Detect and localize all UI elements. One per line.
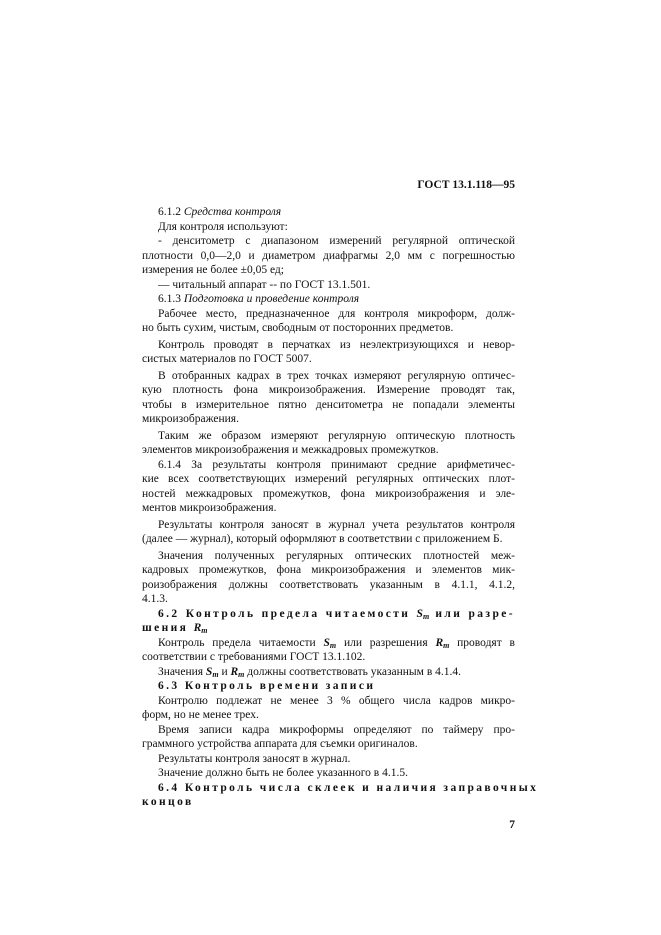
text-run: 4.1.3.	[142, 593, 168, 605]
text-run: ностей межкадровых промежутков, фона микроизображения и эле-	[142, 487, 515, 500]
text-run: систых материалов по ГОСТ 5007.	[142, 353, 312, 365]
text-run: граммного устройства аппарата для съемки оригиналов.	[142, 738, 418, 750]
text-run: кадровых промежутков, фона микроизображения и элементов мик-	[142, 564, 515, 576]
document-body	[142, 205, 539, 810]
text-run: чтобы в измерительное пятно денситометра не попадали элементы	[142, 398, 515, 411]
text-line	[142, 321, 515, 336]
text-run: должны соответствовать указанным в 4.1.4.	[244, 665, 461, 678]
variable-subscript: m	[443, 640, 450, 650]
text-line	[142, 752, 515, 767]
text-line	[142, 781, 539, 796]
text-run: Контролю подлежат не менее 3 % общего числа кадров микро-	[158, 694, 515, 707]
text-run: или разре-	[429, 607, 515, 620]
text-line	[142, 220, 515, 235]
text-line	[142, 737, 515, 752]
paragraph	[142, 205, 515, 220]
variable-symbol: S	[416, 607, 423, 620]
variable-subscript: m	[329, 640, 337, 650]
subsection-title: Средства контроля	[183, 206, 282, 218]
paragraph	[142, 549, 515, 607]
text-line	[142, 501, 515, 516]
text-run: Значение должно быть не более указанного в 4.1.5.	[158, 767, 408, 779]
text-run: соответствии с требованиями ГОСТ 13.1.102.	[142, 651, 366, 663]
text-run: Результаты контроля заносят в журнал учета результатов контроля	[158, 518, 515, 531]
paragraph	[142, 369, 515, 427]
text-line	[142, 412, 515, 427]
text-line	[142, 636, 515, 651]
text-run: Контроль предела читаемости	[158, 636, 324, 649]
paragraph	[142, 429, 515, 458]
variable-subscript: m	[422, 611, 430, 621]
variable-subscript: m	[201, 626, 208, 635]
paragraph	[142, 234, 515, 278]
text-line	[142, 205, 515, 220]
text-run: 6.1.3	[158, 293, 184, 305]
text-line	[142, 443, 515, 458]
text-run: шения	[142, 622, 194, 634]
text-line	[142, 694, 515, 709]
variable-symbol: S	[323, 636, 330, 649]
variable	[417, 608, 430, 620]
variable-subscript: m	[212, 669, 219, 679]
section-heading	[142, 781, 539, 810]
text-line	[142, 723, 515, 738]
paragraph	[142, 766, 515, 781]
variable-symbol: S	[205, 665, 213, 678]
text-line	[142, 708, 515, 723]
paragraph	[142, 694, 515, 723]
text-line	[142, 278, 515, 293]
variable	[194, 622, 208, 634]
section-heading	[142, 607, 515, 636]
text-run: 6.2 Контроль предела читаемости	[158, 607, 417, 620]
text-line	[142, 249, 515, 264]
variable-subscript: m	[238, 669, 245, 679]
paragraph	[142, 636, 515, 665]
text-line	[142, 532, 515, 547]
text-run: измерения не более ±0,05 ед;	[142, 264, 284, 276]
text-line	[142, 458, 515, 473]
paragraph	[142, 278, 515, 293]
text-line	[142, 352, 515, 367]
document-header: ГОСТ 13.1.118—95	[417, 179, 515, 191]
paragraph	[142, 723, 515, 752]
text-line	[142, 592, 515, 607]
text-run: Результаты контроля заносят в журнал.	[158, 752, 351, 765]
text-line	[142, 369, 515, 384]
subsection-title: Подготовка и проведение контроля	[183, 293, 360, 305]
text-line	[142, 263, 515, 278]
text-run: плотности 0,0—2,0 и диаметром диафрагмы 2,0 мм с погрешностью	[142, 249, 515, 262]
text-run: 6.4 Контроль числа склеек и наличия заправочных	[158, 781, 539, 794]
variable	[230, 666, 244, 678]
text-run: Рабочее место, предназначенное для контроля микроформ, долж-	[158, 307, 515, 320]
text-line	[142, 518, 515, 533]
text-run: Контроль проводят в перчатках из неэлектризующихся и невор-	[158, 338, 515, 351]
text-line	[142, 234, 515, 249]
text-line	[142, 307, 515, 322]
text-line	[142, 292, 515, 307]
paragraph	[142, 338, 515, 367]
text-line	[142, 472, 515, 487]
text-line	[142, 549, 515, 564]
paragraph	[142, 665, 515, 680]
text-line	[142, 398, 515, 413]
text-line	[142, 795, 515, 810]
text-line	[142, 487, 515, 502]
text-run: кую плотность фона микроизображения. Измерение проводят так,	[142, 384, 515, 396]
text-run: 6.3 Контроль времени записи	[158, 680, 376, 692]
text-run: форм, но не менее трех.	[142, 709, 259, 721]
variable	[435, 637, 449, 649]
text-run: - денситометр с диапазоном измерений регулярной оптической	[158, 235, 515, 247]
text-line	[142, 383, 515, 398]
text-line	[142, 563, 515, 578]
text-run: кие всех соответствующих измерений регулярных оптических плот-	[142, 473, 515, 485]
text-line	[142, 621, 515, 636]
text-run: проводят в	[449, 636, 515, 649]
text-run: — читальный аппарат -- по ГОСТ 13.1.501.	[158, 278, 371, 291]
paragraph	[142, 292, 515, 307]
variable-symbol: R	[193, 622, 202, 634]
variable-symbol: R	[230, 665, 239, 678]
document-page	[142, 178, 539, 833]
text-run: Значения	[158, 665, 206, 678]
section-heading	[142, 679, 515, 694]
text-run: микроизображения.	[142, 413, 239, 425]
text-run: Таким же образом измеряют регулярную оптическую плотность	[158, 429, 515, 442]
text-run: (далее — журнал), который оформляют в соответствии с приложением Б.	[142, 533, 503, 545]
text-run: Значения полученных регулярных оптических плотностей меж-	[158, 549, 515, 562]
text-run: 6.1.2	[158, 206, 184, 218]
variable-symbol: R	[435, 636, 444, 649]
text-run: или разрешения	[336, 636, 436, 649]
text-line	[142, 338, 515, 353]
text-run: и	[218, 665, 231, 678]
paragraph	[142, 752, 515, 767]
variable	[206, 666, 219, 678]
text-line	[142, 665, 515, 680]
text-line	[142, 679, 515, 694]
text-run: ментов микроизображения.	[142, 502, 277, 514]
text-line	[142, 429, 515, 444]
paragraph	[142, 307, 515, 336]
text-line	[142, 607, 515, 622]
paragraph	[142, 518, 515, 547]
text-run: элементов микроизображения и межкадровых промежутков.	[142, 444, 439, 456]
text-line	[142, 766, 515, 781]
paragraph	[142, 458, 515, 516]
text-run: В отобранных кадрах в трех точках измеряют регулярную оптичес-	[158, 369, 515, 382]
text-run: концов	[142, 796, 194, 808]
text-run: 6.1.4 За результаты контроля принимают средние арифметичес-	[158, 458, 515, 471]
text-run: Для контроля используют:	[158, 220, 288, 233]
text-run: но быть сухим, чистым, свободным от посторонних предметов.	[142, 322, 454, 334]
text-run: Время записи кадра микроформы определяют по таймеру про-	[158, 723, 515, 736]
paragraph	[142, 220, 515, 235]
text-line	[142, 650, 515, 665]
page-number: 7	[509, 818, 515, 831]
variable	[324, 637, 337, 649]
text-line	[142, 578, 515, 593]
text-run: роизображения должны соответствовать указанным в 4.1.1, 4.1.2,	[142, 578, 515, 591]
